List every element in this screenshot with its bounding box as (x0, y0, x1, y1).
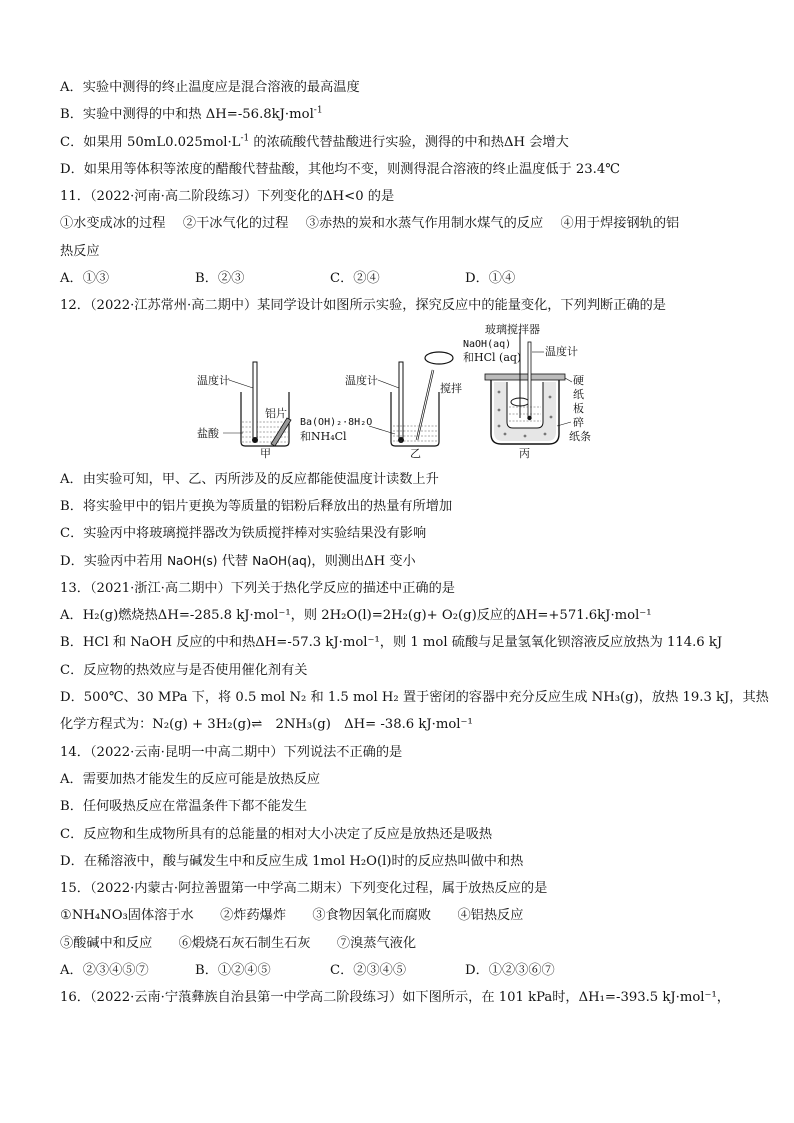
q13-option-c: C．反应物的热效应与是否使用催化剂有关 (60, 662, 308, 678)
apparatus-yi (300, 352, 462, 460)
jia-thermometer-label: 温度计 (197, 373, 230, 387)
q11-options (60, 265, 740, 292)
bing-solution-line2: 和HCl (aq) (463, 350, 522, 364)
yi-reagent-line2: 和NH₄Cl (300, 429, 347, 443)
q12-option-c: C．实验丙中将玻璃搅拌器改为铁质搅拌棒对实验结果没有影响 (60, 526, 427, 542)
q15-option-c[interactable]: C．②③④⑤ (330, 963, 407, 979)
q13-option-d-1: D．500℃、30 MPa 下，将 0.5 mol N₂ 和 1.5 mol H₂ 置于密闭的容器中充分反应生成 NH₃(g)，放热 19.3 kJ，其热 (60, 690, 769, 706)
q11-option-a[interactable]: A．①③ (60, 271, 110, 287)
q11-items-2: 热反应 (60, 243, 100, 259)
q15-option-d[interactable]: D．①②③⑥⑦ (465, 963, 555, 979)
q14-option-b: B．任何吸热反应在常温条件下都不能发生 (60, 799, 308, 815)
q11-option-c[interactable]: C．②④ (330, 271, 380, 287)
q15-items-2: ⑤酸碱中和反应 ⑥煅烧石灰石制生石灰 ⑦溴蒸气液化 (60, 935, 417, 951)
q13-option-a: A．H₂(g)燃烧热ΔH=-285.8 kJ·mol⁻¹，则 2H₂O(l)=2H₂(g)+ O₂(g)反应的ΔH=+571.6kJ·mol⁻¹ (60, 608, 652, 624)
q15-stem: 15．（2022·内蒙古·阿拉善盟第一中学高二期末）下列变化过程，属于放热反应的是 (60, 881, 548, 897)
jia-al-label: 铝片 (265, 406, 287, 420)
q12-option-a: A．由实验可知，甲、乙、丙所涉及的反应都能使温度计读数上升 (60, 471, 439, 487)
q13-option-d-2: 化学方程式为：N₂(g) + 3H₂(g)⇌ 2NH₃(g) ΔH= -38.6 kJ·mol⁻¹ (60, 717, 473, 733)
q15-options (60, 957, 740, 984)
q11-option-b[interactable]: B．②③ (195, 271, 245, 287)
bing-paper-2: 纸条 (569, 429, 591, 443)
q10-option-b: B．实验中测得的中和热 ΔH=-56.8kJ·mol$^{-1}$ (60, 105, 323, 123)
q15-option-a[interactable]: A．②③④⑤⑦ (60, 963, 149, 979)
apparatus-bing (463, 322, 591, 460)
q15-items-1: ①NH₄NO₃固体溶于水 ②炸药爆炸 ③食物因氧化而腐败 ④铝热反应 (60, 908, 524, 924)
q10-option-c: C．如果用 $50mL0.025mol\cdot L^{-1}$ 的浓硫酸代替盐酸进行实验，测得的中和热ΔH 会增大 (60, 133, 569, 150)
q11-option-d[interactable]: D．①④ (465, 271, 516, 287)
bing-board-3: 板 (573, 401, 584, 415)
bing-stirrer-label: 玻璃搅拌器 (485, 322, 540, 336)
bing-solution-line1: NaOH(aq) (463, 338, 512, 350)
yi-reagent-line1: Ba(OH)₂·8H₂O (300, 416, 373, 428)
q11-items-1: ①水变成冰的过程 ②干冰气化的过程 ③赤热的炭和水蒸气作用制水煤气的反应 ④用于焊接钢轨的铝 (60, 216, 680, 232)
q14-stem: 14．（2022·云南·昆明一中高二期中）下列说法不正确的是 (60, 744, 403, 760)
experiment-diagram (195, 322, 615, 462)
bing-board-2: 纸 (573, 387, 584, 401)
jia-acid-label: 盐酸 (197, 426, 219, 440)
bing-board-1: 硬 (573, 373, 584, 387)
q12-option-d: D．实验丙中若用 NaOH(s) 代替 NaOH(aq)，则测出ΔH 变小 (60, 553, 416, 569)
q12-figure (60, 322, 740, 462)
bing-name: 丙 (519, 446, 530, 460)
q15-option-b[interactable]: B．①②④⑤ (195, 963, 271, 979)
jia-name: 甲 (260, 446, 271, 460)
q14-option-d: D．在稀溶液中，酸与碱发生中和反应生成 1mol H₂O(l)时的反应热叫做中和热 (60, 853, 524, 869)
bing-paper-1: 碎 (573, 415, 584, 429)
q12-option-b: B．将实验甲中的铝片更换为等质量的铝粉后释放出的热量有所增加 (60, 498, 453, 514)
yi-thermometer-label: 温度计 (345, 373, 378, 387)
bing-thermometer-label: 温度计 (545, 344, 578, 358)
q12-stem: 12．（2022·江苏常州·高二期中）某同学设计如图所示实验，探究反应中的能量变化，下列判断正确的是 (60, 298, 666, 314)
exam-page (60, 74, 769, 1012)
q11-stem: 11．（2022·河南·高二阶段练习）下列变化的ΔH<0 的是 (60, 189, 395, 205)
yi-stir-label: 搅拌 (440, 381, 462, 395)
q13-stem: 13．（2021·浙江·高二期中）下列关于热化学反应的描述中正确的是 (60, 580, 455, 596)
q13-option-b: B．HCl 和 NaOH 反应的中和热ΔH=-57.3 kJ·mol⁻¹，则 1 mol 硫酸与足量氢氧化钡溶液反应放热为 114.6 kJ (60, 635, 723, 651)
q16-stem: 16．（2022·云南·宁蒗彝族自治县第一中学高二阶段练习）如下图所示，在 101 kPa时，ΔH₁=-393.5 kJ·mol⁻¹， (60, 990, 730, 1006)
yi-name: 乙 (410, 446, 421, 460)
q14-option-c: C．反应物和生成物所具有的总能量的相对大小决定了反应是放热还是吸热 (60, 826, 493, 842)
q10-option-d: D．如果用等体积等浓度的醋酸代替盐酸，其他均不变，则测得混合溶液的终止温度低于 23.4℃ (60, 161, 621, 177)
q10-option-a: A．实验中测得的终止温度应是混合溶液的最高温度 (60, 80, 360, 95)
q14-option-a: A．需要加热才能发生的反应可能是放热反应 (60, 771, 321, 787)
apparatus-jia (197, 362, 291, 460)
